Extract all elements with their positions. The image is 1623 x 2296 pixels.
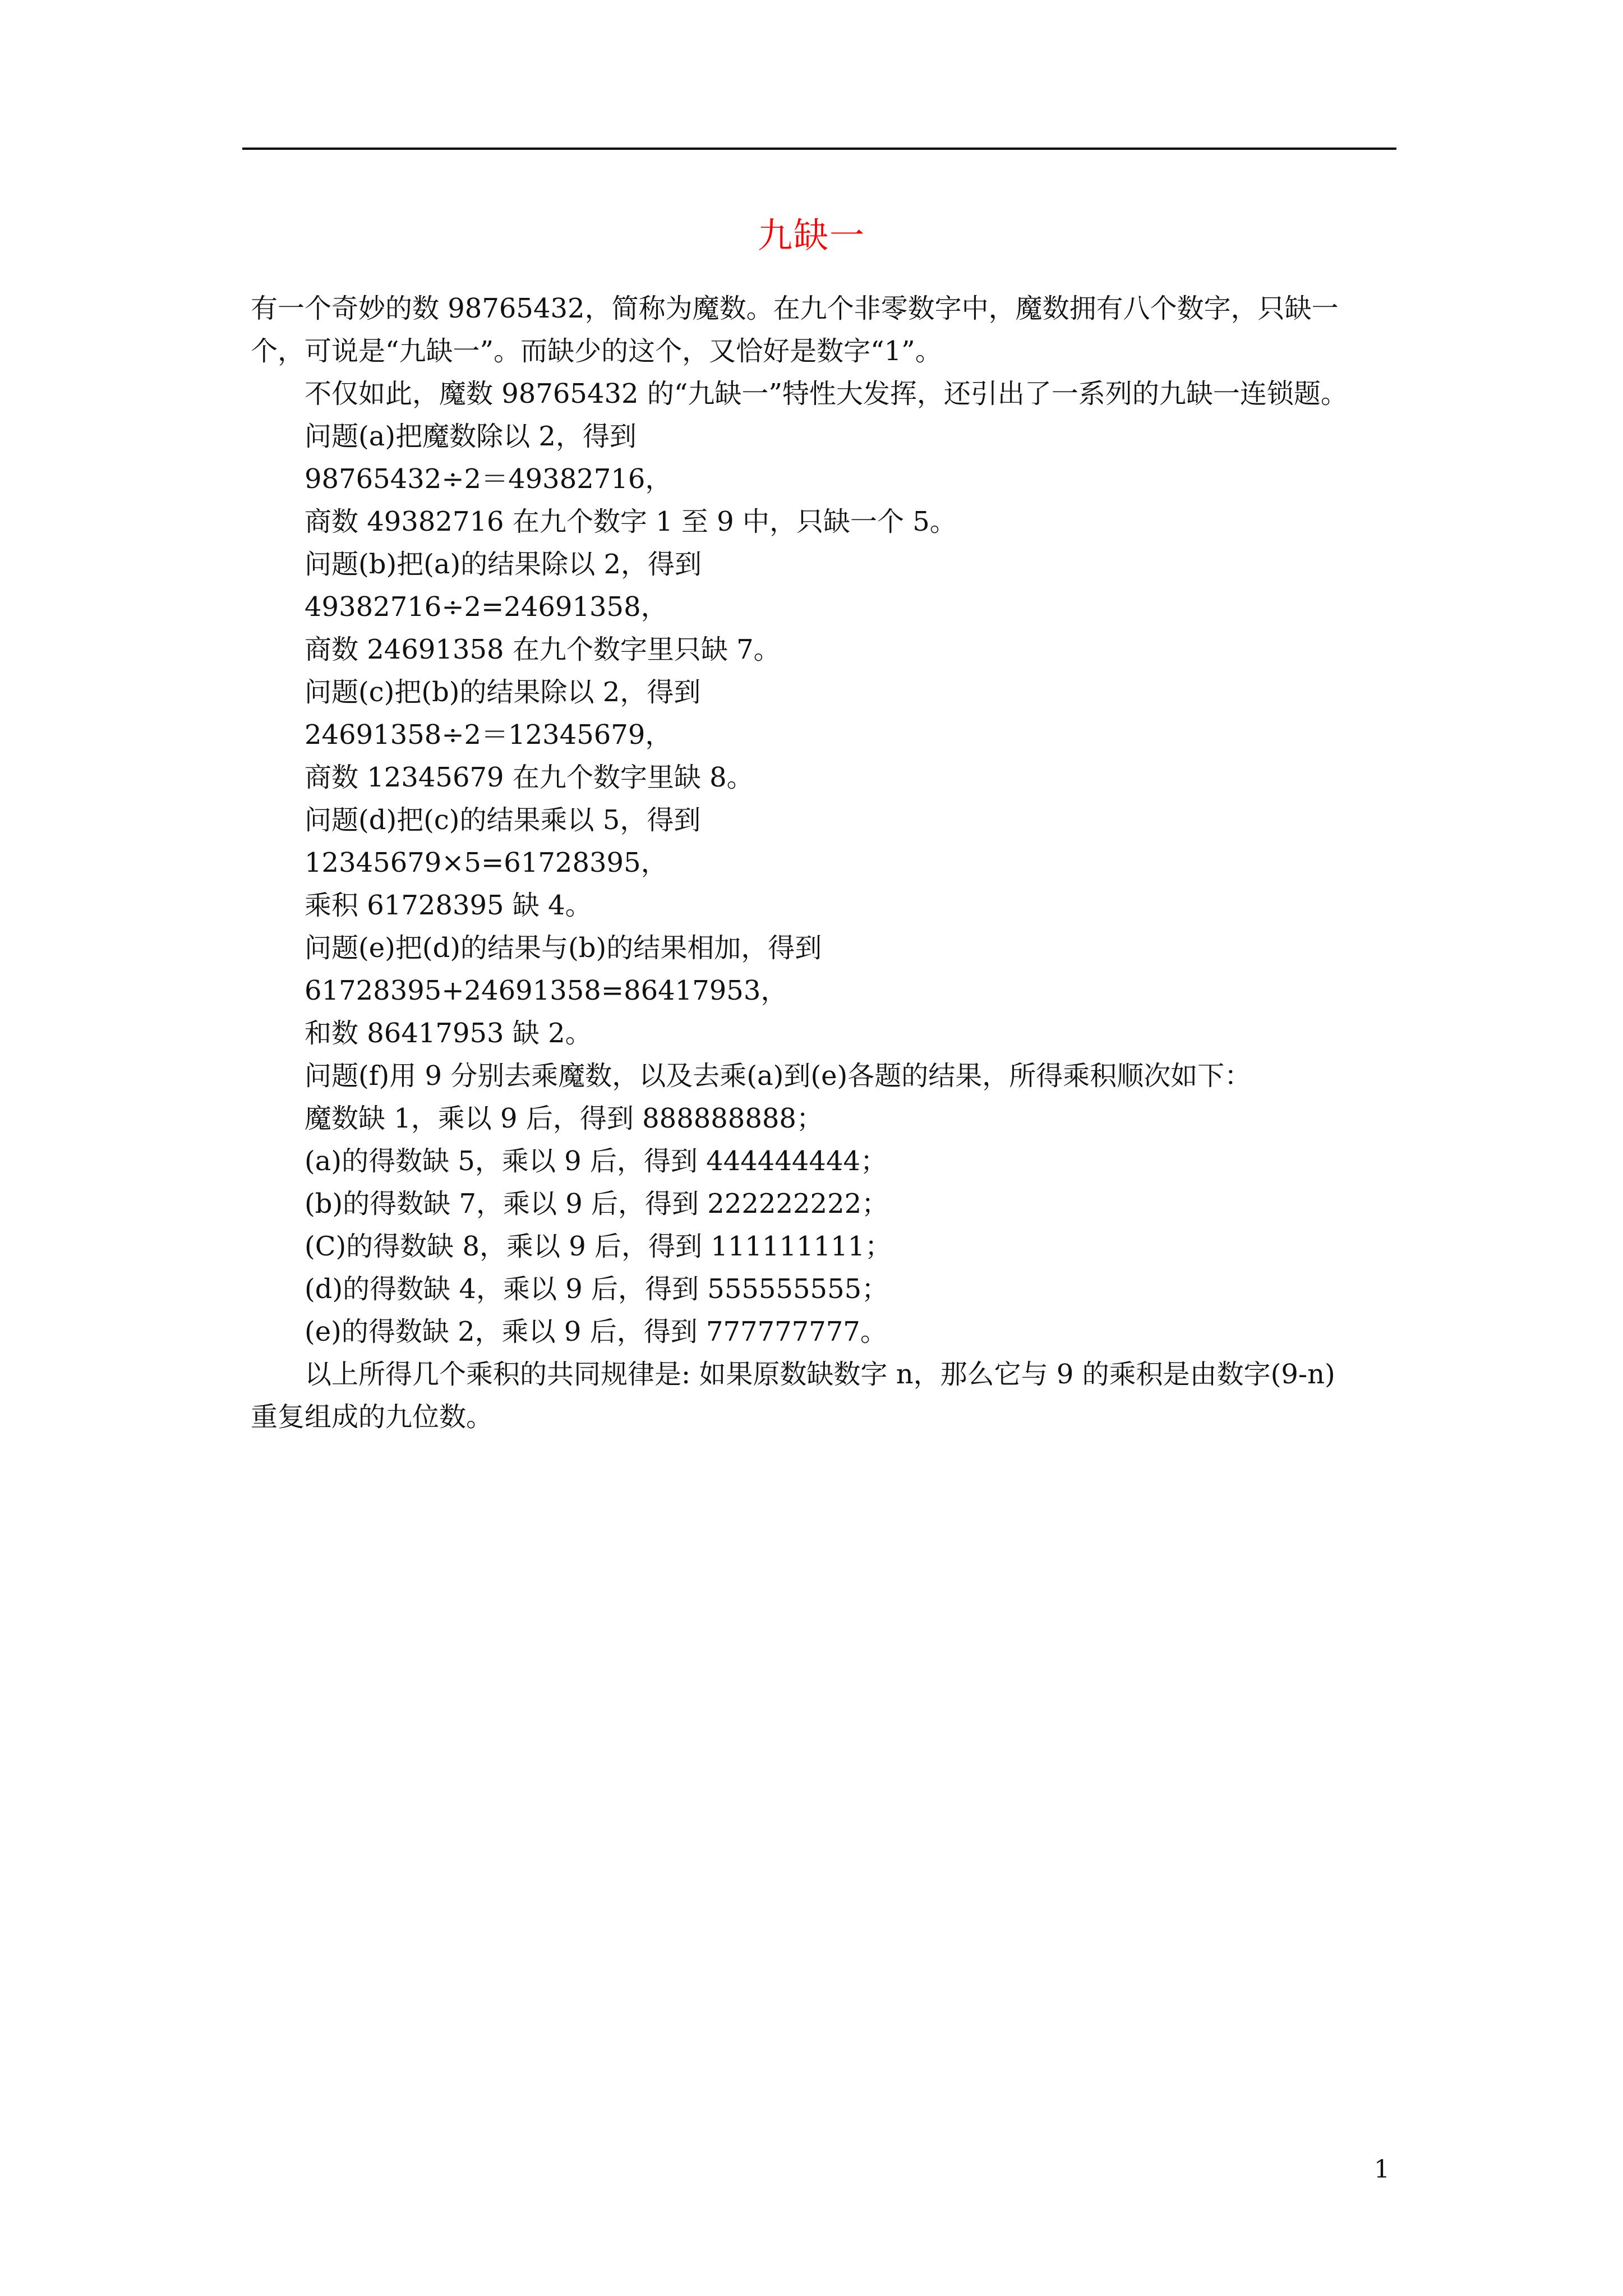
text-line: 商数 12345679 在九个数字里缺 8。 [305, 762, 754, 793]
text-line: 个，可说是“九缺一”。而缺少的这个，又恰好是数字“1”。 [251, 335, 942, 367]
text-line: 问题(d)把(c)的结果乘以 5，得到 [305, 804, 701, 836]
page-number: 1 [1374, 2155, 1390, 2184]
text-line: 问题(c)把(b)的结果除以 2，得到 [305, 677, 701, 708]
text-line: 98765432÷2＝49382716， [305, 463, 672, 495]
page-title: 九缺一 [757, 215, 865, 256]
text-line: (d)的得数缺 4，乘以 9 后，得到 555555555； [305, 1273, 889, 1305]
text-line: 问题(e)把(d)的结果与(b)的结果相加，得到 [305, 932, 822, 964]
header-rule [242, 148, 1396, 150]
text-line: 61728395+24691358=86417953， [305, 975, 788, 1006]
text-line: 问题(f)用 9 分别去乘魔数，以及去乘(a)到(e)各题的结果，所得乘积顺次如下： [305, 1060, 1252, 1092]
text-line: 24691358÷2＝12345679， [305, 719, 672, 751]
text-line: 不仅如此，魔数 98765432 的“九缺一”特性大发挥，还引出了一系列的九缺一连锁题。 [305, 378, 1348, 409]
text-line: (a)的得数缺 5，乘以 9 后，得到 444444444； [305, 1145, 888, 1177]
text-line: 问题(a)把魔数除以 2，得到 [305, 421, 637, 452]
text-line: 商数 49382716 在九个数字 1 至 9 中，只缺一个 5。 [305, 506, 957, 537]
text-line: 和数 86417953 缺 2。 [305, 1018, 592, 1049]
text-line: 重复组成的九位数。 [251, 1401, 494, 1433]
text-line: 49382716÷2=24691358， [305, 591, 668, 623]
text-line: 以上所得几个乘积的共同规律是: 如果原数缺数字 n，那么它与 9 的乘积是由数字(9-n) [305, 1359, 1335, 1390]
text-line: (b)的得数缺 7，乘以 9 后，得到 222222222； [305, 1188, 889, 1220]
text-line: 商数 24691358 在九个数字里只缺 7。 [305, 634, 781, 665]
text-line: 12345679×5=61728395， [305, 847, 668, 878]
text-line: 魔数缺 1，乘以 9 后，得到 888888888； [305, 1103, 823, 1134]
text-line: 问题(b)把(a)的结果除以 2，得到 [305, 549, 702, 580]
text-line: (C)的得数缺 8，乘以 9 后，得到 111111111； [305, 1231, 892, 1262]
text-line: 乘积 61728395 缺 4。 [305, 890, 592, 921]
article-body [251, 287, 1399, 1438]
text-line: 有一个奇妙的数 98765432，简称为魔数。在九个非零数字中，魔数拥有八个数字，只缺一 [251, 293, 1339, 324]
text-line: (e)的得数缺 2，乘以 9 后，得到 777777777。 [305, 1316, 887, 1347]
